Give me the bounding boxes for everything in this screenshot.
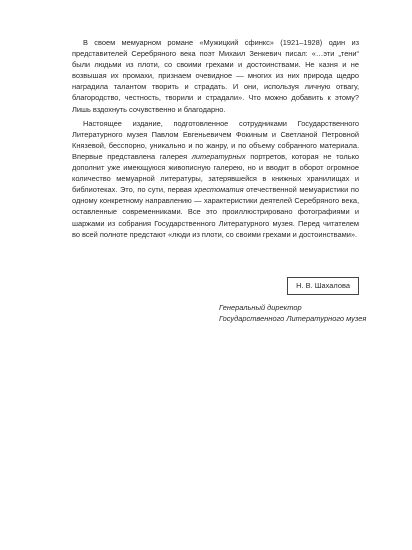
signer-position xyxy=(219,302,367,324)
paragraph-2-emphasis-anthology: хрестоматия xyxy=(194,185,244,195)
paragraph-2-emphasis-literary: литературных xyxy=(191,151,246,161)
paragraph-1 xyxy=(72,37,359,115)
signature-name-box xyxy=(287,277,359,295)
document-page xyxy=(72,37,367,323)
paragraph-2 xyxy=(72,118,359,240)
signature-name: Н. В. Шахалова xyxy=(296,281,350,290)
paragraph-2-text-end: отечественной мемуаристики по одному конкретному направлению — характеристики деятелей Серебряного века, оставленные современниками. Все это проиллюстрировано фотографиями и шаржами из собрания Государственного Литературного музея. Перед читателем во всей полноте предстают «люди из плоти, со своими грехами и достоинствами». xyxy=(72,185,359,239)
paragraph-2-text-start: Настоящее издание, подготовленное сотрудниками Государственного Литературного музея Павлом Евгеньевичем Фокиным и Светланой Петровной Князевой, бесспорно, уникально и по жанру, и по объему собранного материала. Впервые представлена галерея xyxy=(72,118,359,161)
signer-title-line-2: Государственного Литературного музея xyxy=(219,314,367,323)
paragraph-2-text-middle: портретов, которая не только дополнит уже имеющуюся живописную галерею, но и вводит в оборот огромное количество мемуарной литературы, затерявшейся в книжных хранилищах и библиотеках. Это, по сути, первая xyxy=(72,151,359,195)
signer-title-line-1: Генеральный директор xyxy=(219,303,302,312)
paragraph-1-text: В своем мемуарном романе «Мужицкий сфинкс» (1921–1928) один из представителей Серебряного века поэт Михаил Зенкевич писал: «…эти „тени“ были людьми из плоти, со своими грехами и достоинствами. Не казня и не возвышая их промахи, признаем очевидное — многих из них природа щедро наградила талантом творить и страдать. И они, используя личную отвагу, благородство, честность, творили и страдали». Что можно добавить к этому? Лишь вздохнуть сочувственно и благодарно. xyxy=(72,38,359,114)
